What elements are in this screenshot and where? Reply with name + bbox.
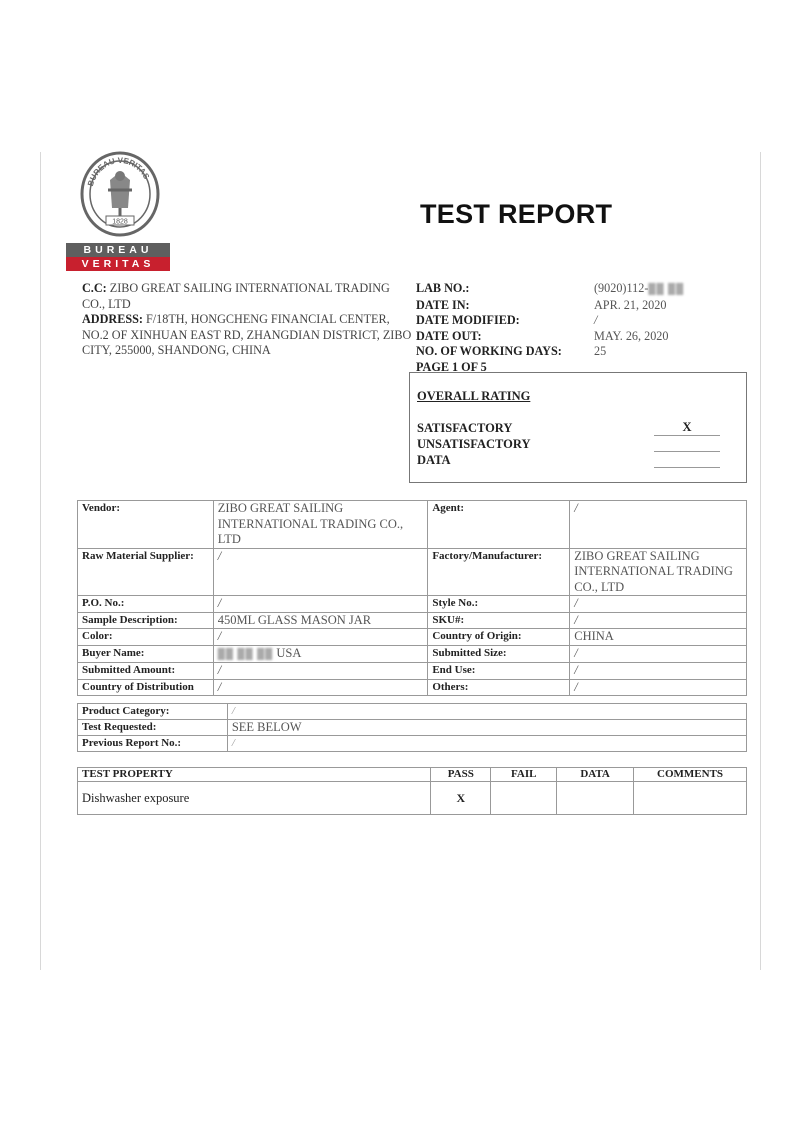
others-label: Others: (428, 679, 570, 696)
origin-value: CHINA (570, 629, 747, 646)
table-row (78, 782, 747, 815)
page-border-left (40, 152, 41, 970)
submitted-amount-value: / (213, 663, 428, 680)
end-use-value: / (570, 663, 747, 680)
category-table (77, 703, 747, 752)
table-row (78, 645, 747, 663)
svg-text:BUREAU VERITAS: BUREAU VERITAS (85, 155, 152, 188)
agent-label: Agent: (428, 501, 570, 549)
rating-satisfactory-label: SATISFACTORY (417, 421, 513, 435)
submitted-size-label: Submitted Size: (428, 645, 570, 663)
date-in-label: DATE IN: (416, 297, 470, 312)
test-property-table (77, 767, 747, 815)
rating-data-mark (654, 452, 720, 468)
table-row (78, 612, 747, 629)
svg-text:1828: 1828 (112, 218, 128, 226)
buyer-label: Buyer Name: (78, 645, 214, 663)
description-label: Sample Description: (78, 612, 214, 629)
table-row (78, 720, 747, 736)
header-fail: FAIL (491, 768, 557, 782)
distribution-label: Country of Distribution (78, 679, 214, 696)
buyer-value: USA (276, 645, 302, 660)
rating-unsatisfactory-label: UNSATISFACTORY (417, 437, 531, 451)
property-fail (491, 782, 557, 815)
header-comments: COMMENTS (634, 768, 747, 782)
color-value: / (213, 629, 428, 646)
working-days-value: 25 (594, 344, 607, 358)
date-in-value: APR. 21, 2020 (594, 297, 667, 312)
header-test-property: TEST PROPERTY (78, 768, 431, 782)
product-category-label: Product Category: (78, 704, 228, 720)
distribution-value: / (213, 679, 428, 696)
logo-band-veritas: VERITAS (66, 257, 170, 271)
lab-no-value: (9020)112- (594, 281, 649, 295)
seal-icon (78, 150, 162, 240)
property-comments (634, 782, 747, 815)
date-modified-value: / (594, 313, 598, 327)
test-requested-label: Test Requested: (78, 720, 228, 736)
property-pass: X (431, 782, 491, 815)
page-number: PAGE 1 OF 5 (416, 359, 487, 374)
logo-band-bureau: BUREAU (66, 243, 170, 257)
lab-no-redacted: ██ ██ (648, 284, 685, 295)
description-value: 450ML GLASS MASON JAR (213, 612, 428, 629)
product-category-value: / (227, 704, 746, 720)
vendor-value: ZIBO GREAT SAILING INTERNATIONAL TRADING CO., LTD (213, 501, 428, 549)
submitted-size-value: / (570, 645, 747, 663)
sku-value: / (570, 612, 747, 629)
vendor-label: Vendor: (78, 501, 214, 549)
origin-label: Country of Origin: (428, 629, 570, 646)
rating-data-label: DATA (417, 453, 451, 467)
cc-label: C.C: (82, 281, 107, 295)
page-title: TEST REPORT (420, 199, 613, 229)
po-value: / (213, 596, 428, 613)
table-row (78, 501, 747, 549)
property-data (557, 782, 634, 815)
factory-value: ZIBO GREAT SAILING INTERNATIONAL TRADING CO., LTD (570, 548, 747, 596)
style-label: Style No.: (428, 596, 570, 613)
table-row (78, 704, 747, 720)
property-name: Dishwasher exposure (78, 782, 431, 815)
working-days-label: NO. OF WORKING DAYS: (416, 344, 562, 358)
table-header-row (78, 768, 747, 782)
table-row (78, 679, 747, 696)
lab-info (416, 281, 684, 375)
table-row (78, 736, 747, 752)
color-label: Color: (78, 629, 214, 646)
table-row (78, 663, 747, 680)
agent-value: / (570, 501, 747, 549)
rating-title: OVERALL RATING (417, 389, 531, 403)
others-value: / (570, 679, 747, 696)
rating-unsatisfactory-mark (654, 436, 720, 452)
raw-supplier-value: / (213, 548, 428, 596)
address-label: ADDRESS: (82, 312, 143, 326)
header-pass: PASS (431, 768, 491, 782)
overall-rating-box (409, 372, 747, 483)
style-value: / (570, 596, 747, 613)
header-data: DATA (557, 768, 634, 782)
bureau-veritas-logo (66, 150, 170, 276)
test-requested-value: SEE BELOW (227, 720, 746, 736)
sample-info-table (77, 500, 747, 696)
address-value: F/18TH, HONGCHENG FINANCIAL CENTER, NO.2 OF XINHUAN EAST RD, ZHANGDIAN DISTRICT, ZIBO CITY, 255000, SHANDONG, CHINA (82, 312, 412, 357)
buyer-redacted: ██ ██ ██ (217, 648, 274, 660)
page-border-right (760, 152, 761, 970)
table-row (78, 629, 747, 646)
submitted-amount-label: Submitted Amount: (78, 663, 214, 680)
previous-report-value: / (227, 736, 746, 752)
date-out-value: MAY. 26, 2020 (594, 328, 669, 343)
date-out-label: DATE OUT: (416, 328, 482, 343)
date-modified-label: DATE MODIFIED: (416, 313, 520, 327)
end-use-label: End Use: (428, 663, 570, 680)
table-row (78, 548, 747, 596)
lab-no-label: LAB NO.: (416, 281, 470, 295)
po-label: P.O. No.: (78, 596, 214, 613)
cc-value: ZIBO GREAT SAILING INTERNATIONAL TRADING CO., LTD (82, 281, 390, 311)
sku-label: SKU#: (428, 612, 570, 629)
factory-label: Factory/Manufacturer: (428, 548, 570, 596)
previous-report-label: Previous Report No.: (78, 736, 228, 752)
table-row (78, 596, 747, 613)
client-block (82, 281, 412, 359)
rating-satisfactory-mark: X (654, 420, 720, 436)
raw-supplier-label: Raw Material Supplier: (78, 548, 214, 596)
